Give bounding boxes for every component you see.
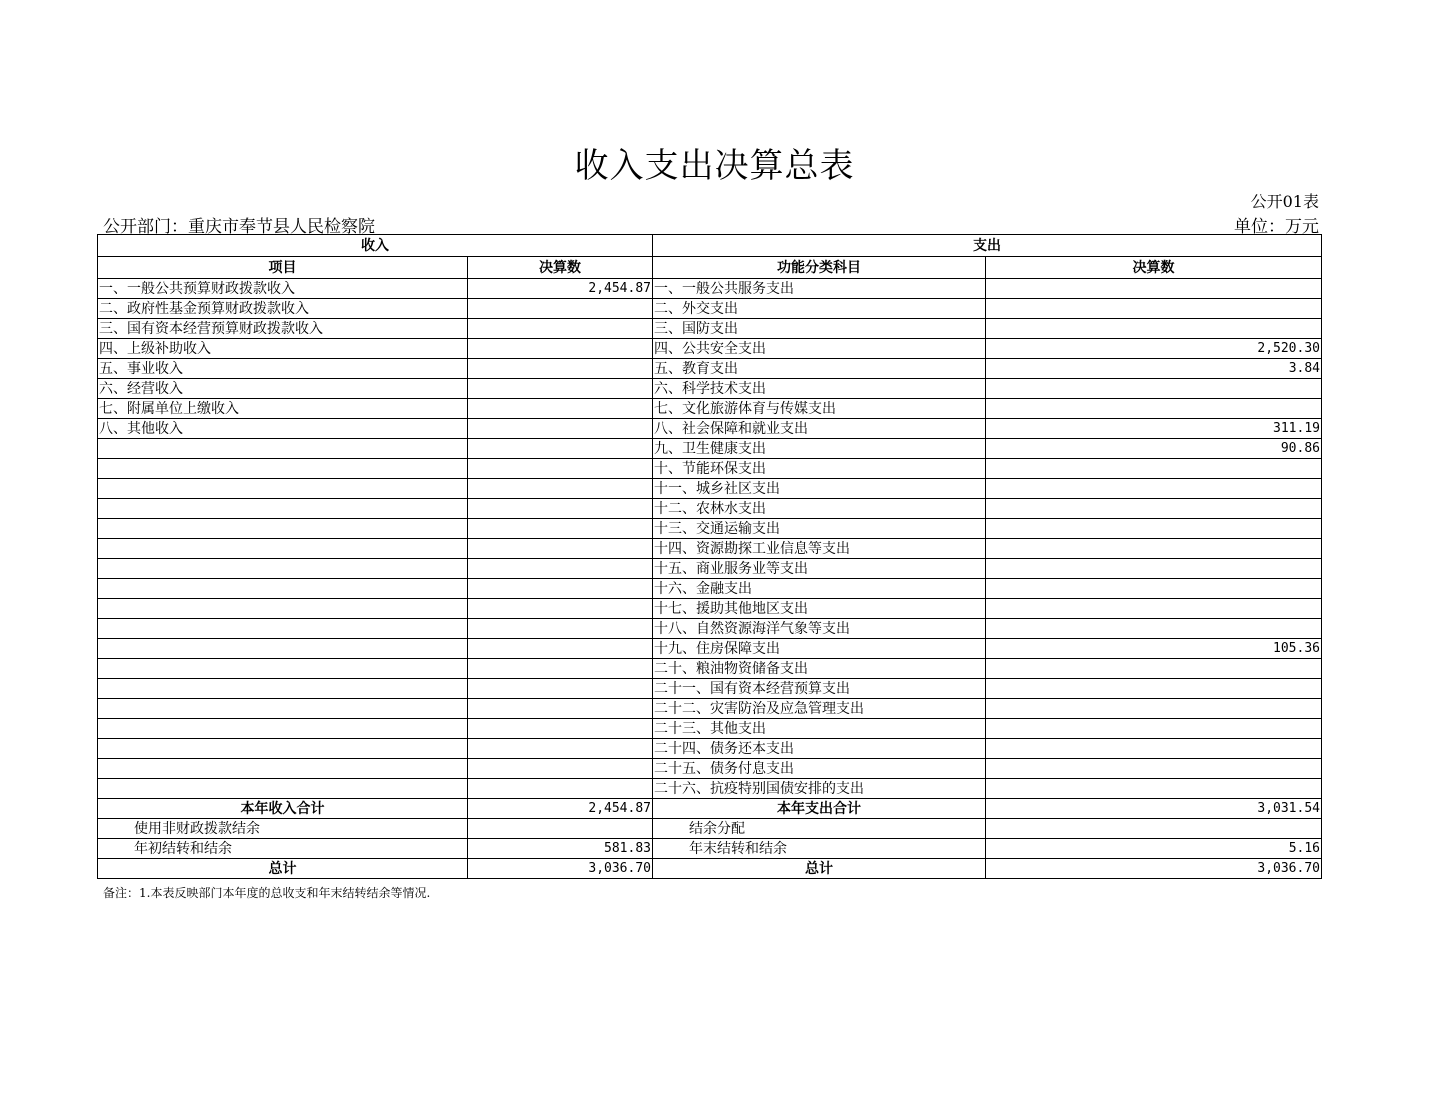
expense-amount-cell (986, 759, 1322, 779)
income-item-cell (98, 479, 468, 499)
expense-item-cell: 二十二、灾害防治及应急管理支出 (653, 699, 986, 719)
expense-item-cell: 十九、住房保障支出 (653, 639, 986, 659)
table-row (98, 639, 1322, 659)
grand-total-label-out: 总计 (653, 859, 986, 879)
expense-amount-cell (986, 699, 1322, 719)
income-item-cell (98, 699, 468, 719)
table-number: 公开01表 (1250, 192, 1319, 211)
expense-item-cell: 三、国防支出 (653, 319, 986, 339)
income-item-cell (98, 639, 468, 659)
table-row (98, 779, 1322, 799)
income-amount-cell (468, 419, 653, 439)
expense-amount-cell (986, 659, 1322, 679)
income-amount-cell (468, 479, 653, 499)
income-item-cell (98, 519, 468, 539)
unit-label: 单位：万元 (1234, 217, 1319, 237)
expense-item-cell: 十六、金融支出 (653, 579, 986, 599)
income-amount-cell (468, 779, 653, 799)
income-item-cell: 四、上级补助收入 (98, 339, 468, 359)
expense-item-cell: 六、科学技术支出 (653, 379, 986, 399)
table-row (98, 659, 1322, 679)
income-amount-cell (468, 459, 653, 479)
carry-row-1 (98, 819, 1322, 839)
budget-table (97, 234, 1322, 879)
income-amount-cell (468, 699, 653, 719)
footnote: 备注：1.本表反映部门本年度的总收支和年末结转结余等情况. (103, 886, 431, 900)
expense-item-cell: 十一、城乡社区支出 (653, 479, 986, 499)
surplus-dist-value (986, 819, 1322, 839)
end-carry-label: 年末结转和结余 (653, 839, 986, 859)
income-item-cell: 八、其他收入 (98, 419, 468, 439)
expense-item-cell: 一、一般公共服务支出 (653, 279, 986, 299)
expense-item-cell: 十八、自然资源海洋气象等支出 (653, 619, 986, 639)
expense-item-cell: 二十六、抗疫特别国债安排的支出 (653, 779, 986, 799)
expense-amount-cell (986, 379, 1322, 399)
income-item-cell (98, 679, 468, 699)
table-row (98, 439, 1322, 459)
table-row (98, 339, 1322, 359)
table-row (98, 759, 1322, 779)
table-row (98, 519, 1322, 539)
table-row (98, 699, 1322, 719)
income-item-cell (98, 659, 468, 679)
table-row (98, 599, 1322, 619)
income-amount-cell (468, 759, 653, 779)
expense-amount-cell (986, 579, 1322, 599)
expense-item-cell: 二、外交支出 (653, 299, 986, 319)
expense-amount-cell: 105.36 (986, 639, 1322, 659)
table-row (98, 379, 1322, 399)
income-item-cell: 六、经营收入 (98, 379, 468, 399)
expense-amount-cell (986, 499, 1322, 519)
grand-total-row (98, 859, 1322, 879)
income-item-cell (98, 619, 468, 639)
income-item-cell: 三、国有资本经营预算财政拨款收入 (98, 319, 468, 339)
table-row (98, 299, 1322, 319)
expense-item-cell: 八、社会保障和就业支出 (653, 419, 986, 439)
income-amount-cell (468, 379, 653, 399)
income-item-cell (98, 599, 468, 619)
income-amount-cell (468, 659, 653, 679)
income-item-cell (98, 759, 468, 779)
income-amount-cell (468, 339, 653, 359)
expense-amount-cell (986, 559, 1322, 579)
income-amount-cell (468, 579, 653, 599)
table-row (98, 399, 1322, 419)
expense-header: 支出 (653, 235, 1322, 257)
expense-amount-cell (986, 299, 1322, 319)
expense-item-cell: 十七、援助其他地区支出 (653, 599, 986, 619)
income-item-cell (98, 499, 468, 519)
income-amount-cell (468, 519, 653, 539)
expense-amount-cell (986, 459, 1322, 479)
expense-amount-cell (986, 679, 1322, 699)
table-row (98, 499, 1322, 519)
table-row (98, 279, 1322, 299)
income-item-cell: 二、政府性基金预算财政拨款收入 (98, 299, 468, 319)
expense-item-cell: 十三、交通运输支出 (653, 519, 986, 539)
income-header: 收入 (98, 235, 653, 257)
table-row (98, 579, 1322, 599)
page-title: 收入支出决算总表 (574, 146, 855, 186)
expense-item-cell: 五、教育支出 (653, 359, 986, 379)
expense-amount-cell (986, 319, 1322, 339)
income-item-cell (98, 719, 468, 739)
income-total-row (98, 799, 1322, 819)
grand-total-in: 3,036.70 (468, 859, 653, 879)
func-subject-header: 功能分类科目 (653, 257, 986, 279)
table-row (98, 419, 1322, 439)
expense-item-cell: 七、文化旅游体育与传媒支出 (653, 399, 986, 419)
table-row (98, 459, 1322, 479)
income-amount-cell (468, 679, 653, 699)
income-amount-cell (468, 619, 653, 639)
non-fiscal-label: 使用非财政拨款结余 (98, 819, 468, 839)
non-fiscal-value (468, 819, 653, 839)
income-amount-cell (468, 499, 653, 519)
grand-total-out: 3,036.70 (986, 859, 1322, 879)
income-amount-cell (468, 299, 653, 319)
expense-item-cell: 二十五、债务付息支出 (653, 759, 986, 779)
table-row (98, 359, 1322, 379)
table-row (98, 679, 1322, 699)
expense-amount-cell: 90.86 (986, 439, 1322, 459)
expense-amount-cell: 2,520.30 (986, 339, 1322, 359)
expense-amount-cell (986, 599, 1322, 619)
income-amount-cell (468, 439, 653, 459)
expense-amount-cell (986, 399, 1322, 419)
income-amount-cell (468, 399, 653, 419)
table-row (98, 539, 1322, 559)
begin-carry-value: 581.83 (468, 839, 653, 859)
income-amount-cell (468, 739, 653, 759)
expense-item-cell: 二十、粮油物资储备支出 (653, 659, 986, 679)
expense-amount-cell (986, 519, 1322, 539)
amount2-header: 决算数 (986, 257, 1322, 279)
table-row (98, 719, 1322, 739)
income-amount-cell (468, 539, 653, 559)
department-label: 公开部门：重庆市奉节县人民检察院 (103, 217, 375, 237)
income-item-cell: 七、附属单位上缴收入 (98, 399, 468, 419)
expense-amount-cell (986, 479, 1322, 499)
table-row (98, 479, 1322, 499)
income-amount-cell (468, 599, 653, 619)
expense-item-cell: 二十四、债务还本支出 (653, 739, 986, 759)
income-item-cell: 五、事业收入 (98, 359, 468, 379)
expense-item-cell: 十二、农林水支出 (653, 499, 986, 519)
income-item-cell (98, 459, 468, 479)
income-amount-cell (468, 639, 653, 659)
expense-item-cell: 二十三、其他支出 (653, 719, 986, 739)
amount-header: 决算数 (468, 257, 653, 279)
expense-amount-cell (986, 619, 1322, 639)
income-item-cell: 一、一般公共预算财政拨款收入 (98, 279, 468, 299)
income-item-cell (98, 739, 468, 759)
income-item-cell (98, 559, 468, 579)
income-item-cell (98, 779, 468, 799)
income-amount-cell (468, 559, 653, 579)
income-amount-cell (468, 359, 653, 379)
surplus-dist-label: 结余分配 (653, 819, 986, 839)
item-header: 项目 (98, 257, 468, 279)
income-item-cell (98, 579, 468, 599)
grand-total-label-in: 总计 (98, 859, 468, 879)
income-amount-cell (468, 319, 653, 339)
begin-carry-label: 年初结转和结余 (98, 839, 468, 859)
table-row (98, 319, 1322, 339)
expense-total-value: 3,031.54 (986, 799, 1322, 819)
expense-item-cell: 十四、资源勘探工业信息等支出 (653, 539, 986, 559)
income-total-value: 2,454.87 (468, 799, 653, 819)
expense-amount-cell (986, 719, 1322, 739)
income-total-label: 本年收入合计 (98, 799, 468, 819)
expense-item-cell: 二十一、国有资本经营预算支出 (653, 679, 986, 699)
income-item-cell (98, 539, 468, 559)
income-amount-cell (468, 719, 653, 739)
table-row (98, 619, 1322, 639)
expense-amount-cell: 311.19 (986, 419, 1322, 439)
header-row-sections (98, 235, 1322, 257)
table-row (98, 739, 1322, 759)
expense-total-label: 本年支出合计 (653, 799, 986, 819)
carry-row-2 (98, 839, 1322, 859)
expense-amount-cell (986, 739, 1322, 759)
expense-item-cell: 十五、商业服务业等支出 (653, 559, 986, 579)
expense-amount-cell (986, 539, 1322, 559)
income-item-cell (98, 439, 468, 459)
table-row (98, 559, 1322, 579)
expense-amount-cell: 3.84 (986, 359, 1322, 379)
expense-amount-cell (986, 279, 1322, 299)
expense-item-cell: 九、卫生健康支出 (653, 439, 986, 459)
header-row-columns (98, 257, 1322, 279)
expense-item-cell: 四、公共安全支出 (653, 339, 986, 359)
expense-item-cell: 十、节能环保支出 (653, 459, 986, 479)
expense-amount-cell (986, 779, 1322, 799)
end-carry-value: 5.16 (986, 839, 1322, 859)
income-amount-cell: 2,454.87 (468, 279, 653, 299)
